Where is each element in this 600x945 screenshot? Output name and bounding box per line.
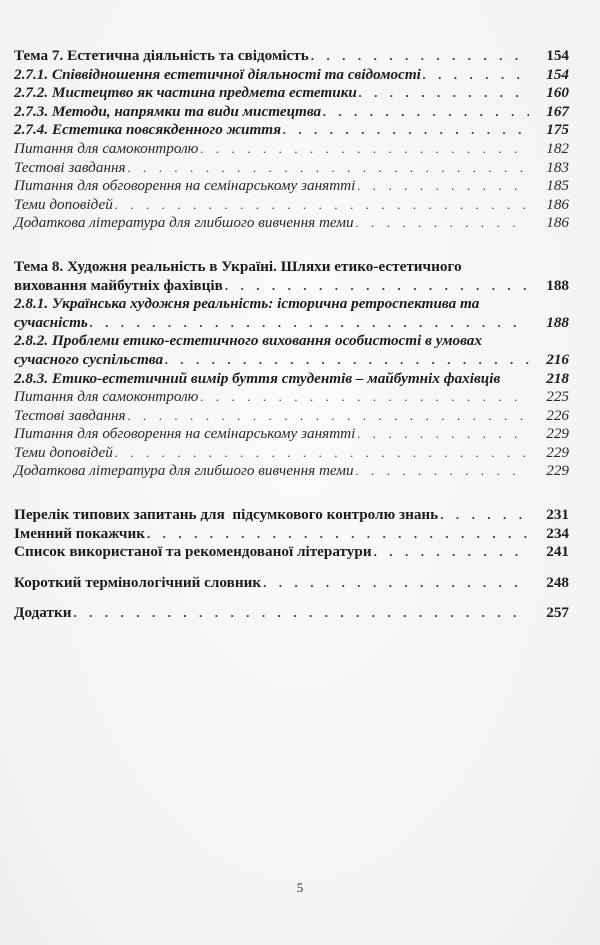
dot-leader <box>128 407 529 426</box>
entry-page-number: 188 <box>546 313 569 331</box>
toc-entry-section-2-7-1[interactable] <box>14 66 569 85</box>
entry-title: Список використаної та рекомендованої літератури <box>14 543 372 561</box>
entry-page-number: 154 <box>546 47 569 64</box>
entry-title: 2.7.4. Естетика повсякденного життя <box>14 121 282 139</box>
dot-leader <box>359 84 529 103</box>
entry-page-number: 248 <box>546 573 569 591</box>
entry-page-number: 229 <box>546 443 569 461</box>
toc-entry-section-2-8-3[interactable] <box>14 370 569 389</box>
entry-title: Питання для самоконтролю <box>14 139 199 157</box>
toc-entry-self-control-questions[interactable] <box>14 140 569 159</box>
entry-title-line-2: виховання майбутніх фахівців <box>14 276 223 294</box>
toc-entry-seminar-questions[interactable] <box>14 425 569 444</box>
dot-leader <box>440 506 529 525</box>
entry-page-number: 160 <box>546 84 569 102</box>
topic-7-block <box>14 47 569 233</box>
dot-leader <box>147 525 529 544</box>
dot-leader <box>357 177 529 196</box>
toc-entry-topic-8[interactable] <box>14 258 569 295</box>
entry-page-number: 229 <box>546 462 569 480</box>
toc-entry-additional-literature[interactable] <box>14 462 569 481</box>
dot-leader <box>73 604 529 623</box>
toc-entry-test-tasks[interactable] <box>14 159 569 178</box>
table-of-contents <box>14 47 569 623</box>
entry-title: Додаткова література для глибшого вивчення теми <box>14 462 354 480</box>
entry-title: Іменний покажчик <box>14 524 145 542</box>
toc-entry-name-index[interactable] <box>14 525 569 544</box>
entry-title: Додаткова література для глибшого вивчення теми <box>14 214 354 232</box>
entry-title: 2.8.3. Етико-естетичний вимір буття студентів – майбутніх фахівців <box>14 369 501 387</box>
toc-entry-glossary[interactable] <box>14 574 569 593</box>
entry-page-number: 186 <box>546 195 569 213</box>
entry-page-number: 257 <box>546 604 569 622</box>
dot-leader <box>128 159 529 178</box>
toc-entry-topic-7[interactable] <box>14 47 569 66</box>
entry-title: 2.7.2. Мистецтво як частина предмета естетики <box>14 84 357 102</box>
page-number: 5 <box>296 880 304 895</box>
entry-page-number: 225 <box>546 388 569 406</box>
toc-entry-section-2-8-1[interactable] <box>14 295 569 332</box>
entry-page-number: 241 <box>546 543 569 561</box>
entry-title-line-1: Тема 8. Художня реальність в Україні. Шляхи етико-естетичного <box>14 257 462 275</box>
dot-leader <box>323 103 529 122</box>
dot-leader <box>423 66 529 85</box>
toc-entry-section-2-7-2[interactable] <box>14 84 569 103</box>
entry-title: Перелік типових запитань для підсумкового контролю знань <box>14 506 439 524</box>
dot-leader <box>263 574 529 593</box>
dot-leader <box>356 462 529 481</box>
entry-title: Тема 7. Естетична діяльність та свідомість <box>14 47 309 64</box>
entry-title-line-1: 2.8.1. Українська художня реальність: історична ретроспектива та <box>14 295 480 313</box>
toc-entry-section-2-7-4[interactable] <box>14 121 569 140</box>
dot-leader <box>115 196 529 215</box>
appendices-block <box>14 604 569 623</box>
dot-leader <box>311 47 529 66</box>
topic-8-block <box>14 258 569 481</box>
dot-leader <box>374 543 529 562</box>
entry-page-number: 185 <box>546 177 569 195</box>
toc-entry-additional-literature[interactable] <box>14 214 569 233</box>
entry-page-number: 226 <box>546 406 569 424</box>
glossary-block <box>14 574 569 593</box>
entry-title-line-2: сучасність <box>14 313 88 331</box>
toc-entry-final-control-questions[interactable] <box>14 506 569 525</box>
entry-title: Додатки <box>14 604 72 622</box>
entry-page-number: 234 <box>546 524 569 542</box>
toc-entry-self-control-questions[interactable] <box>14 388 569 407</box>
entry-title: Тестові завдання <box>14 158 126 176</box>
entry-page-number: 154 <box>546 65 569 83</box>
toc-entry-report-topics[interactable] <box>14 444 569 463</box>
entry-title: Тестові завдання <box>14 406 126 424</box>
dot-leader <box>165 351 529 370</box>
entry-title: 2.7.3. Методи, напрямки та види мистецтва <box>14 102 322 120</box>
entry-title-line-1: 2.8.2. Проблеми етико-естетичного виховання особистості в умовах <box>14 332 482 350</box>
entry-page-number: 229 <box>546 425 569 443</box>
toc-entry-report-topics[interactable] <box>14 196 569 215</box>
entry-page-number: 231 <box>546 506 569 524</box>
dot-leader <box>200 388 529 407</box>
toc-entry-bibliography[interactable] <box>14 543 569 562</box>
entry-page-number: 188 <box>546 276 569 294</box>
dot-leader <box>90 314 529 333</box>
toc-entry-section-2-8-2[interactable] <box>14 332 569 369</box>
entry-title: Теми доповідей <box>14 195 113 213</box>
entry-title: Питання для обговорення на семінарському занятті <box>14 425 356 443</box>
entry-page-number: 167 <box>546 102 569 120</box>
toc-entry-appendices[interactable] <box>14 604 569 623</box>
entry-title: Питання для самоконтролю <box>14 388 199 406</box>
toc-entry-section-2-7-3[interactable] <box>14 103 569 122</box>
entry-page-number: 182 <box>546 139 569 157</box>
entry-title: Питання для обговорення на семінарському занятті <box>14 177 356 195</box>
dot-leader <box>357 425 529 444</box>
dot-leader <box>283 121 529 140</box>
dot-leader <box>356 214 529 233</box>
entry-title: Короткий термінологічний словник <box>14 573 262 591</box>
entry-title: Теми доповідей <box>14 443 113 461</box>
dot-leader <box>200 140 529 159</box>
toc-entry-test-tasks[interactable] <box>14 407 569 426</box>
entry-page-number: 183 <box>546 158 569 176</box>
entry-page-number: 186 <box>546 214 569 232</box>
entry-page-number: 216 <box>546 350 569 368</box>
entry-page-number: 218 <box>546 369 569 387</box>
dot-leader <box>115 444 529 463</box>
entry-page-number: 175 <box>546 121 569 139</box>
dot-leader <box>225 277 529 296</box>
entry-title-line-2: сучасного суспільства <box>14 350 164 368</box>
toc-entry-seminar-questions[interactable] <box>14 177 569 196</box>
back-matter-block <box>14 506 569 562</box>
entry-title: 2.7.1. Співвідношення естетичної діяльності та свідомості <box>14 65 421 83</box>
